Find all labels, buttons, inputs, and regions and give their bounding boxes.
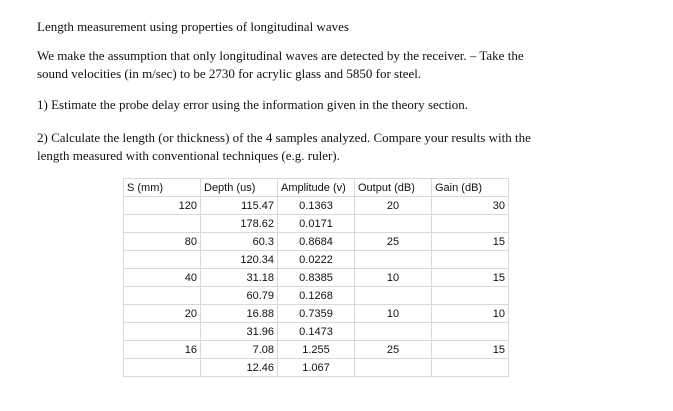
cell-gain: [432, 323, 509, 341]
table-row: [124, 251, 509, 269]
header-s-mm: S (mm): [124, 179, 201, 197]
cell-output: 10: [355, 269, 432, 287]
cell-output: 10: [355, 305, 432, 323]
cell-depth: 120.34: [201, 251, 278, 269]
cell-output: 20: [355, 197, 432, 215]
cell-amplitude: 0.7359: [278, 305, 355, 323]
cell-s-mm: 16: [124, 341, 201, 359]
cell-s-mm: [124, 323, 201, 341]
header-amplitude: Amplitude (v): [278, 179, 355, 197]
cell-output: [355, 215, 432, 233]
cell-depth: 60.3: [201, 233, 278, 251]
table-row: [124, 341, 509, 359]
cell-depth: 60.79: [201, 287, 278, 305]
assumption-line-1: We make the assumption that only longitudinal waves are detected by the receiver. – Take the: [37, 48, 524, 63]
table-row: [124, 197, 509, 215]
cell-gain: 15: [432, 269, 509, 287]
cell-amplitude: 0.8385: [278, 269, 355, 287]
cell-gain: 15: [432, 341, 509, 359]
table-row: [124, 269, 509, 287]
cell-depth: 178.62: [201, 215, 278, 233]
cell-amplitude: 0.0222: [278, 251, 355, 269]
cell-amplitude: 0.0171: [278, 215, 355, 233]
table-row: [124, 359, 509, 377]
header-depth: Depth (us): [201, 179, 278, 197]
cell-s-mm: [124, 359, 201, 377]
cell-s-mm: 120: [124, 197, 201, 215]
cell-depth: 115.47: [201, 197, 278, 215]
cell-amplitude: 0.1268: [278, 287, 355, 305]
table-header-row: [124, 179, 509, 197]
cell-amplitude: 1.255: [278, 341, 355, 359]
cell-amplitude: 0.1473: [278, 323, 355, 341]
cell-output: 25: [355, 341, 432, 359]
cell-depth: 31.18: [201, 269, 278, 287]
question-1: 1) Estimate the probe delay error using the information given in the theory section.: [37, 97, 469, 112]
cell-gain: 30: [432, 197, 509, 215]
table-row: [124, 323, 509, 341]
cell-s-mm: 20: [124, 305, 201, 323]
cell-gain: 15: [432, 233, 509, 251]
header-output: Output (dB): [355, 179, 432, 197]
cell-amplitude: 1.067: [278, 359, 355, 377]
cell-depth: 16.88: [201, 305, 278, 323]
cell-output: [355, 251, 432, 269]
header-gain: Gain (dB): [432, 179, 509, 197]
cell-gain: [432, 215, 509, 233]
cell-depth: 31.96: [201, 323, 278, 341]
question-2-line-2: length measured with conventional techniques (e.g. ruler).: [37, 148, 340, 163]
assumption-line-2: sound velocities (in m/sec) to be 2730 for acrylic glass and 5850 for steel.: [37, 66, 422, 81]
cell-gain: [432, 287, 509, 305]
cell-s-mm: 80: [124, 233, 201, 251]
table-row: [124, 287, 509, 305]
cell-depth: 12.46: [201, 359, 278, 377]
cell-output: [355, 359, 432, 377]
cell-gain: [432, 359, 509, 377]
cell-s-mm: [124, 215, 201, 233]
cell-gain: [432, 251, 509, 269]
table-row: [124, 215, 509, 233]
cell-output: 25: [355, 233, 432, 251]
document-title: Length measurement using properties of longitudinal waves: [37, 19, 349, 34]
question-2-line-1: 2) Calculate the length (or thickness) of the 4 samples analyzed. Compare your results with the: [37, 130, 531, 145]
measurement-table: [123, 178, 509, 377]
cell-amplitude: 0.1363: [278, 197, 355, 215]
cell-s-mm: [124, 287, 201, 305]
cell-depth: 7.08: [201, 341, 278, 359]
cell-amplitude: 0.8684: [278, 233, 355, 251]
cell-gain: 10: [432, 305, 509, 323]
cell-s-mm: [124, 251, 201, 269]
cell-output: [355, 323, 432, 341]
cell-output: [355, 287, 432, 305]
table-row: [124, 305, 509, 323]
table-row: [124, 233, 509, 251]
table-body: [124, 197, 509, 377]
cell-s-mm: 40: [124, 269, 201, 287]
